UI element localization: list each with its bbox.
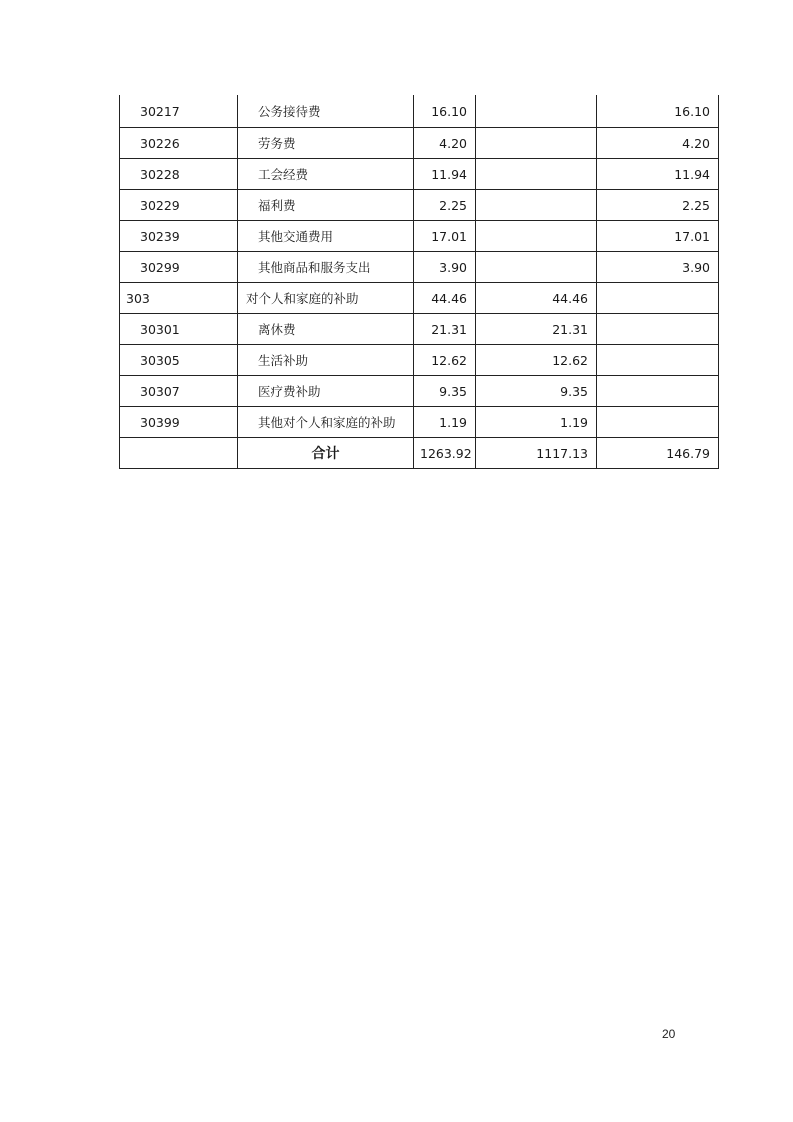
expenditure-table-body (120, 95, 719, 469)
row-basic (476, 159, 597, 190)
row-basic (476, 128, 597, 159)
row-name: 医疗费补助 (238, 376, 414, 407)
row-code: 303 (120, 283, 238, 314)
row-project: 17.01 (597, 221, 719, 252)
table-row (120, 376, 719, 407)
row-basic: 44.46 (476, 283, 597, 314)
row-name: 福利费 (238, 190, 414, 221)
row-basic (476, 190, 597, 221)
row-total: 17.01 (414, 221, 476, 252)
row-code: 30301 (120, 314, 238, 345)
row-total: 12.62 (414, 345, 476, 376)
row-code: 30299 (120, 252, 238, 283)
row-project: 16.10 (597, 95, 719, 128)
total-row (120, 438, 719, 469)
row-code: 30229 (120, 190, 238, 221)
table-row (120, 128, 719, 159)
total-basic: 1117.13 (476, 438, 597, 469)
total-code (120, 438, 238, 469)
row-total: 3.90 (414, 252, 476, 283)
page-number: 20 (662, 1027, 676, 1041)
row-code: 30228 (120, 159, 238, 190)
row-name: 离休费 (238, 314, 414, 345)
table-row (120, 252, 719, 283)
row-total: 11.94 (414, 159, 476, 190)
row-basic: 21.31 (476, 314, 597, 345)
row-total: 1.19 (414, 407, 476, 438)
row-code: 30239 (120, 221, 238, 252)
row-total: 4.20 (414, 128, 476, 159)
row-code: 30399 (120, 407, 238, 438)
row-name: 工会经费 (238, 159, 414, 190)
row-total: 2.25 (414, 190, 476, 221)
table-row (120, 159, 719, 190)
total-project: 146.79 (597, 438, 719, 469)
row-name: 其他对个人和家庭的补助 (238, 407, 414, 438)
row-basic (476, 221, 597, 252)
total-sum: 1263.92 (414, 438, 476, 469)
row-name: 劳务费 (238, 128, 414, 159)
row-total: 16.10 (414, 95, 476, 128)
table-row (120, 283, 719, 314)
table-row (120, 190, 719, 221)
row-total: 21.31 (414, 314, 476, 345)
table-row (120, 345, 719, 376)
row-code: 30217 (120, 95, 238, 128)
row-name: 其他商品和服务支出 (238, 252, 414, 283)
row-code: 30226 (120, 128, 238, 159)
row-code: 30307 (120, 376, 238, 407)
row-basic (476, 95, 597, 128)
row-project: 11.94 (597, 159, 719, 190)
row-project (597, 314, 719, 345)
row-project (597, 407, 719, 438)
row-basic (476, 252, 597, 283)
row-total: 9.35 (414, 376, 476, 407)
row-basic: 12.62 (476, 345, 597, 376)
table-row (120, 221, 719, 252)
row-name: 生活补助 (238, 345, 414, 376)
row-name: 对个人和家庭的补助 (238, 283, 414, 314)
row-code: 30305 (120, 345, 238, 376)
row-basic: 1.19 (476, 407, 597, 438)
row-project (597, 376, 719, 407)
row-project: 3.90 (597, 252, 719, 283)
row-project (597, 283, 719, 314)
row-basic: 9.35 (476, 376, 597, 407)
table-row (120, 407, 719, 438)
table-row (120, 95, 719, 128)
row-name: 其他交通费用 (238, 221, 414, 252)
table-row (120, 314, 719, 345)
expenditure-table (119, 95, 719, 469)
total-label: 合计 (238, 438, 414, 469)
row-project: 4.20 (597, 128, 719, 159)
row-project (597, 345, 719, 376)
row-name: 公务接待费 (238, 95, 414, 128)
row-total: 44.46 (414, 283, 476, 314)
row-project: 2.25 (597, 190, 719, 221)
